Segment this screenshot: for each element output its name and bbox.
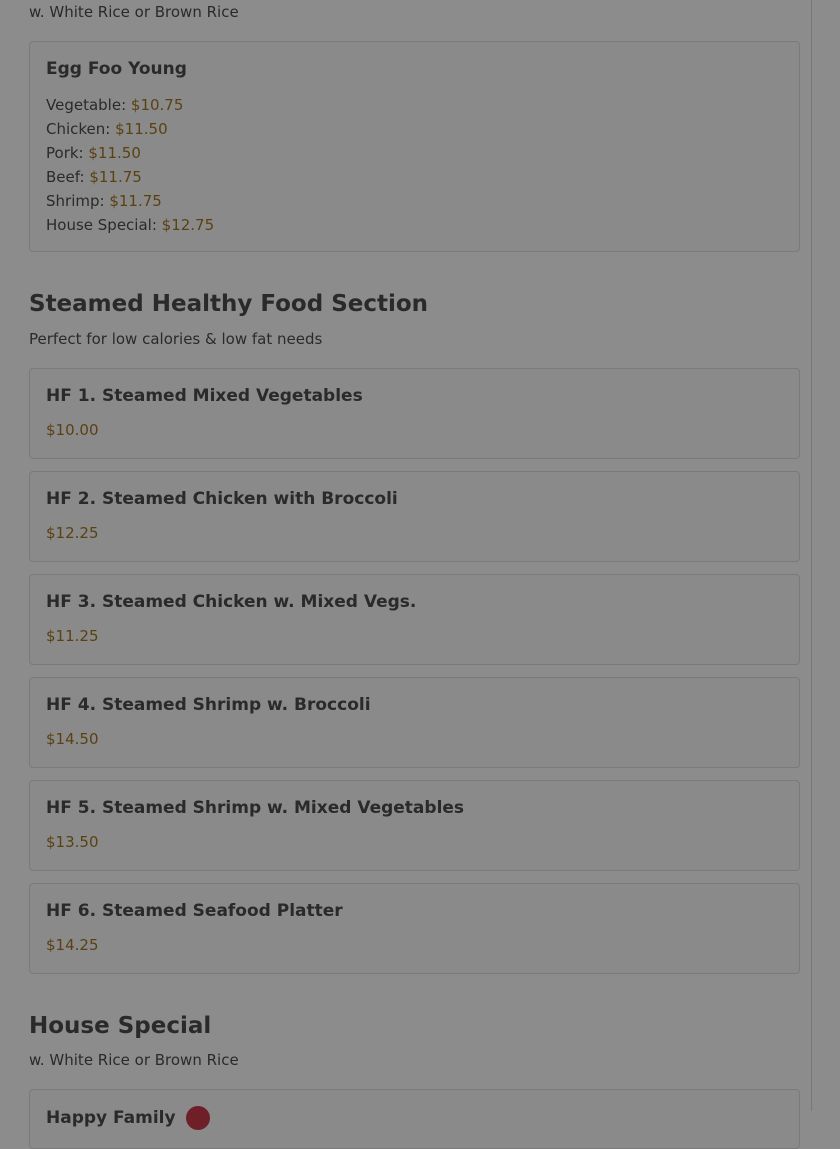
option-label: Beef: — [46, 168, 85, 186]
menu-item-card[interactable] — [29, 574, 800, 665]
spicy-icon — [186, 1106, 210, 1130]
menu-item-title: HF 4. Steamed Shrimp w. Broccoli — [46, 695, 371, 715]
menu-item-title: HF 5. Steamed Shrimp w. Mixed Vegetables — [46, 798, 465, 818]
menu-item-card[interactable] — [29, 780, 800, 871]
menu-item-title — [46, 1106, 783, 1128]
menu-item-price: $14.25 — [46, 936, 99, 954]
price-option-row — [46, 189, 783, 213]
option-label: House Special: — [46, 216, 157, 234]
menu-item-card[interactable] — [29, 677, 800, 768]
price-option-row — [46, 141, 783, 165]
option-label: Chicken: — [46, 120, 111, 138]
menu-item-card-egg-foo-young[interactable] — [29, 41, 800, 252]
menu-item-price: $10.00 — [46, 421, 99, 439]
price-option-row — [46, 93, 783, 117]
menu-item-name: Happy Family — [46, 1108, 176, 1128]
option-price: $11.50 — [115, 120, 168, 138]
scrollbar-track[interactable] — [811, 0, 840, 1111]
option-price: $11.75 — [89, 168, 142, 186]
option-label: Vegetable: — [46, 96, 127, 114]
section-subtitle-healthy: Perfect for low calories & low fat needs — [29, 330, 323, 348]
price-option-row — [46, 213, 783, 237]
menu-item-title: Egg Foo Young — [46, 59, 187, 79]
option-price: $11.75 — [109, 192, 162, 210]
rice-option-note: w. White Rice or Brown Rice — [29, 3, 239, 21]
price-option-row — [46, 165, 783, 189]
menu-item-card[interactable] — [29, 471, 800, 562]
menu-item-price: $12.25 — [46, 524, 99, 542]
menu-item-price: $11.25 — [46, 627, 99, 645]
price-options-list — [46, 93, 783, 237]
menu-item-card[interactable] — [29, 1089, 800, 1149]
option-label: Shrimp: — [46, 192, 105, 210]
menu-item-title: HF 1. Steamed Mixed Vegetables — [46, 386, 363, 406]
menu-item-title: HF 2. Steamed Chicken with Broccoli — [46, 489, 398, 509]
menu-item-title: HF 3. Steamed Chicken w. Mixed Vegs. — [46, 592, 417, 612]
price-option-row — [46, 117, 783, 141]
menu-item-card[interactable] — [29, 883, 800, 974]
option-price: $11.50 — [88, 144, 141, 162]
menu-item-price: $13.50 — [46, 833, 99, 851]
menu-item-card[interactable] — [29, 368, 800, 459]
option-price: $10.75 — [130, 96, 184, 114]
option-label: Pork: — [46, 144, 84, 162]
section-title-house-special: House Special — [29, 1013, 212, 1039]
option-price: $12.75 — [161, 216, 215, 234]
section-title-healthy: Steamed Healthy Food Section — [29, 291, 429, 317]
menu-item-title: HF 6. Steamed Seafood Platter — [46, 901, 343, 921]
menu-item-price: $14.50 — [46, 730, 99, 748]
section-subtitle-house-special: w. White Rice or Brown Rice — [29, 1051, 239, 1069]
